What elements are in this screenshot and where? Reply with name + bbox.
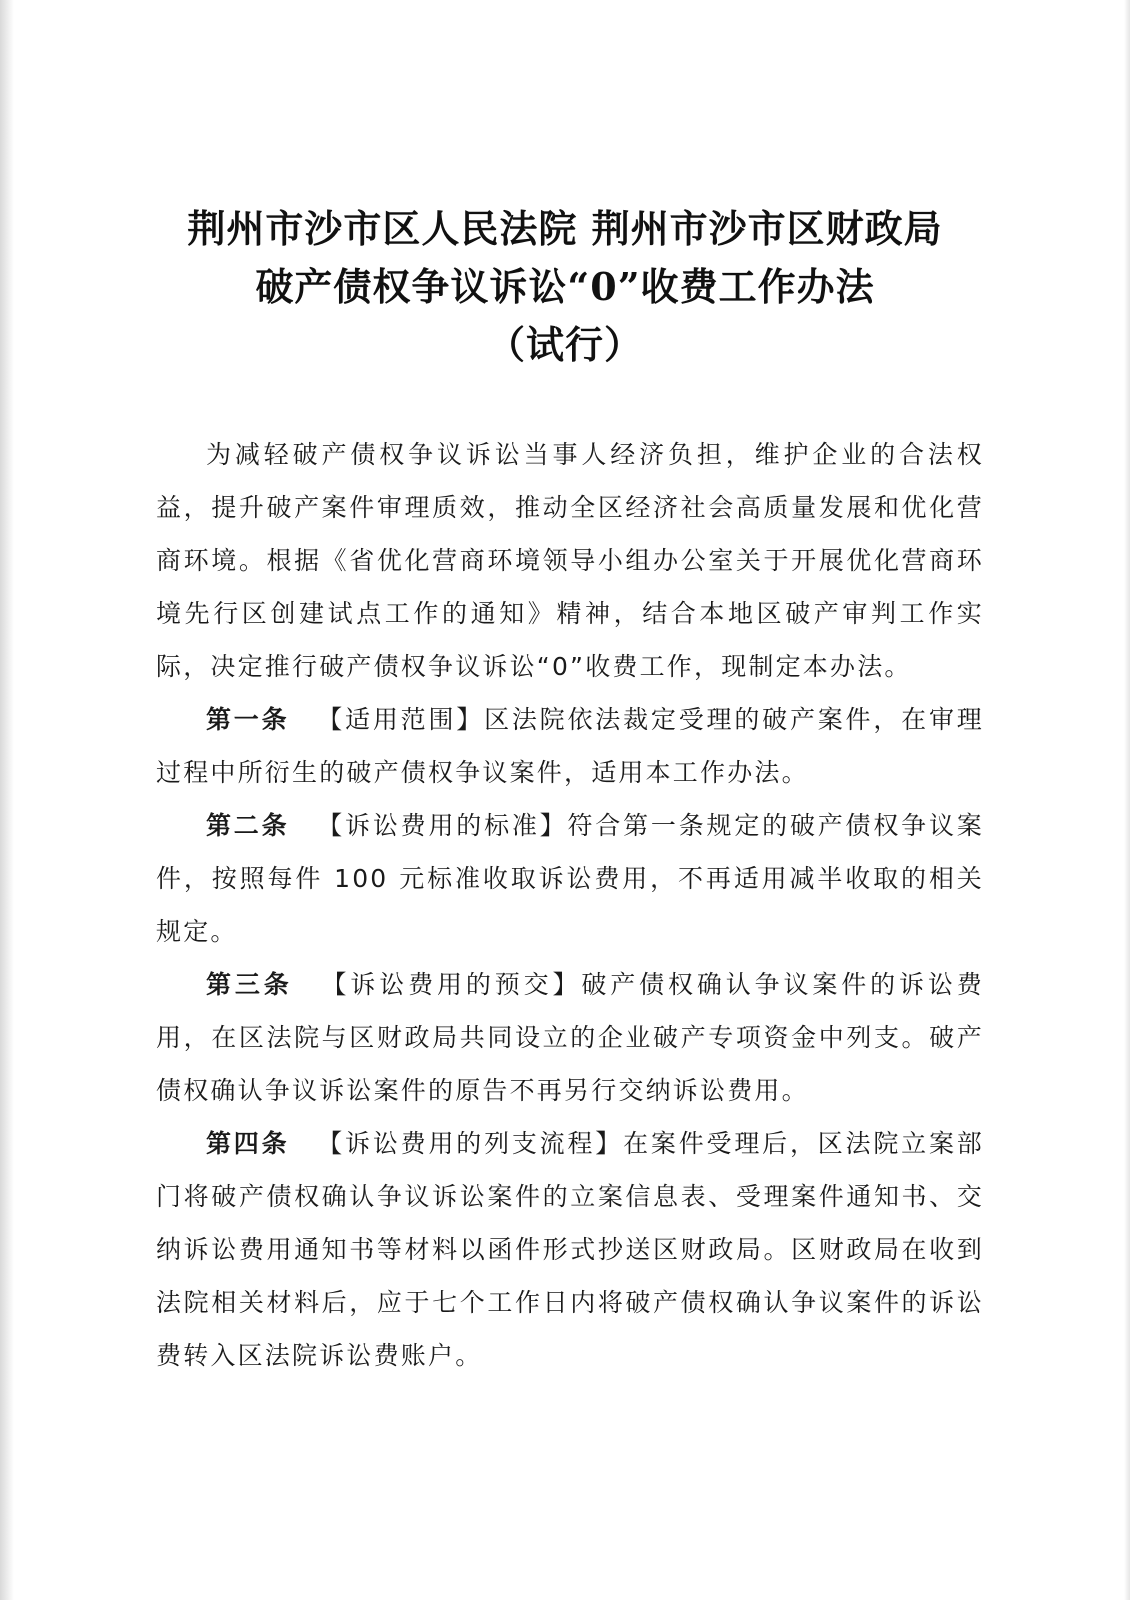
article-4-text: 【诉讼费用的列支流程】在案件受理后，区法院立案部门将破产债权确认争议诉讼案件的立案信息表、受理案件通知书、交纳诉讼费用通知书等材料以函件形式抄送区财政局。区财政局在收到法院相关材料后，应于七个工作日内将破产债权确认争议案件的诉讼费转入区法院诉讼费账户。 (156, 1129, 984, 1370)
document-body (156, 428, 984, 1382)
article-2-number: 第二条 (206, 811, 290, 840)
article-4-number: 第四条 (206, 1129, 290, 1158)
article-4 (156, 1117, 984, 1382)
article-2 (156, 799, 984, 958)
title-line-1: 荆州市沙市区人民法院 荆州市沙市区财政局 (187, 206, 943, 251)
article-2-text: 【诉讼费用的标准】符合第一条规定的破产债权争议案件，按照每件 100 元标准收取诉讼费用，不再适用减半收取的相关规定。 (156, 811, 984, 946)
article-1-text: 【适用范围】区法院依法裁定受理的破产案件，在审理过程中所衍生的破产债权争议案件，适用本工作办法。 (156, 705, 984, 787)
title-line-3: （试行） (486, 322, 643, 367)
article-1 (156, 693, 984, 799)
article-1-number: 第一条 (206, 705, 290, 734)
preamble-paragraph: 为减轻破产债权争议诉讼当事人经济负担，维护企业的合法权益，提升破产案件审理质效，推动全区经济社会高质量发展和优化营商环境。根据《省优化营商环境领导小组办公室关于开展优化营商环境先行区创建试点工作的通知》精神，结合本地区破产审判工作实际，决定推行破产债权争议诉讼“0”收费工作，现制定本办法。 (156, 440, 984, 681)
document-title (0, 200, 1130, 374)
article-3-number: 第三条 (206, 970, 293, 999)
article-3 (156, 958, 984, 1117)
title-line-2: 破产债权争议诉讼“0”收费工作办法 (255, 264, 875, 309)
article-3-text: 【诉讼费用的预交】破产债权确认争议案件的诉讼费用，在区法院与区财政局共同设立的企业破产专项资金中列支。破产债权确认争议诉讼案件的原告不再另行交纳诉讼费用。 (156, 970, 984, 1105)
